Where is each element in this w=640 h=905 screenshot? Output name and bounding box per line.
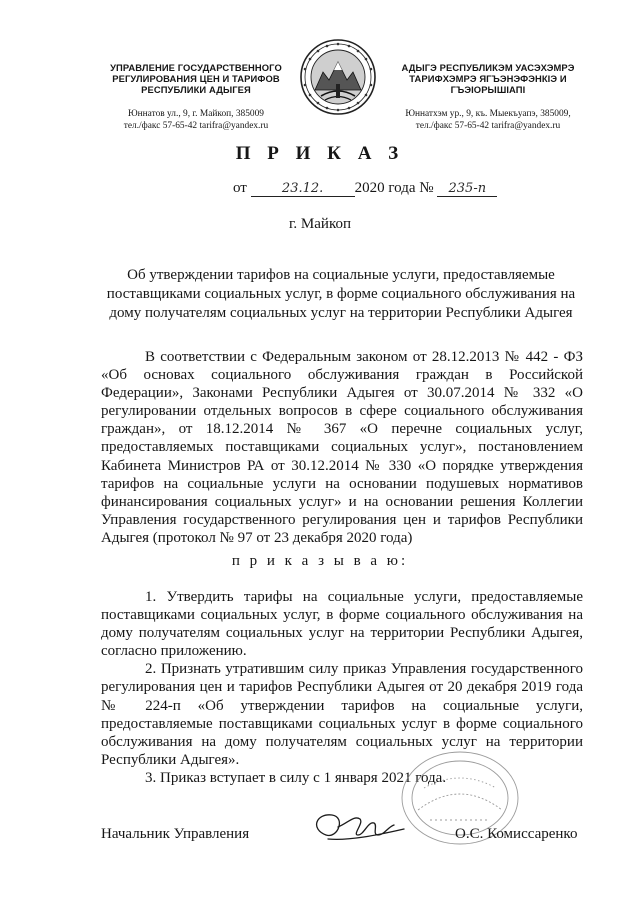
number-field-handwritten: 235-п — [437, 182, 497, 197]
address-line: Юннатов ул., 9, г. Майкоп, 385009 — [128, 109, 264, 119]
org-name-russian — [96, 62, 296, 95]
command-word: п р и к а з ы в а ю: — [231, 553, 409, 569]
org-name-line: РЕГУЛИРОВАНИЯ ЦЕН И ТАРИФОВ — [112, 73, 280, 84]
year-label: 2020 года № — [354, 180, 434, 196]
header-right — [388, 62, 588, 132]
coat-of-arms-emblem — [299, 38, 377, 116]
handwritten-signature — [308, 805, 408, 850]
contacts-line: тел./факс 57-65-42 tarifra@yandex.ru — [123, 120, 269, 131]
decree-subject: Об утверждении тарифов на социальные услуги, предоставляемые поставщиками социальных услуг, в форме социального обслуживания на дому получателям социальных услуг на территории Республики Адыгея — [106, 267, 576, 321]
org-name-adyghe — [388, 62, 588, 95]
decree-item: 2. Признать утратившим силу приказ Управления государственного регулирования цен и тарифов Республики Адыгея от 20 декабря 2019 года № 224-п «Об утверждении тарифов на социальные услуги, предоставляемые поставщиками социальных услуг в форме социального обслуживания на дому получателям социальных услуг на территории Республики Адыгея». — [101, 661, 583, 768]
org-address-adyghe — [388, 109, 588, 132]
org-address-russian — [96, 109, 296, 132]
address-line: Юннатхэм ур., 9, къ. Мыекъуапэ, 385009, — [405, 109, 571, 119]
city-line: г. Майкоп — [288, 216, 352, 232]
org-name-line: УПРАВЛЕНИЕ ГОСУДАРСТВЕННОГО — [110, 62, 282, 73]
date-field-handwritten: 23.12. — [251, 182, 355, 197]
preamble-paragraph: В соответствии с Федеральным законом от 28.12.2013 № 442 - ФЗ «Об основах социального обслуживания граждан в Российской Федерации», Законами Республики Адыгея от 30.07.2014 № 332 «О регулировании отдельных вопросов в сфере социального обслуживания граждан», от 18.12.2014 № 367 «О перечне социальных услуг, предоставляемых поставщиками социальных услуг», постановлением Кабинета Министров РА от 30.12.2014 № 330 «О порядке утверждения тарифов на социальные услуги на основании подушевых нормативов финансирования социальных услуг» и на основании решения Коллегии Управления государственного регулирования цен и тарифов Республики Адыгея (протокол № 97 от 23 декабря 2020 года) — [101, 349, 583, 546]
decree-item: 3. Приказ вступает в силу с 1 января 2021 года. — [145, 769, 447, 786]
header-left — [96, 62, 296, 132]
org-name-line: ГЪЭIОРЫШIАПI — [450, 84, 526, 95]
date-prefix: от — [233, 180, 247, 196]
date-number-line — [233, 180, 497, 197]
signer-position: Начальник Управления — [101, 826, 250, 842]
org-name-line: РЕСПУБЛИКИ АДЫГЕЯ — [141, 84, 251, 95]
contacts-line: тел./факс 57-65-42 tarifra@yandex.ru — [415, 120, 561, 131]
org-name-line: ТАРИФХЭМРЭ ЯГЪЭНЭФЭНКIЭ И — [409, 73, 567, 84]
decree-item: 1. Утвердить тарифы на социальные услуги, предоставляемые поставщиками социальных услуг, в форме социального обслуживания на дому получателям социальных услуг на территории Республики Адыгея, согласно приложению. — [101, 589, 583, 660]
document-title: П Р И К А З — [235, 143, 405, 164]
org-name-line: АДЫГЭ РЕСПУБЛИКЭМ УАСЭХЭМРЭ — [401, 62, 575, 73]
signer-name: О.С. Комиссаренко — [455, 826, 578, 842]
